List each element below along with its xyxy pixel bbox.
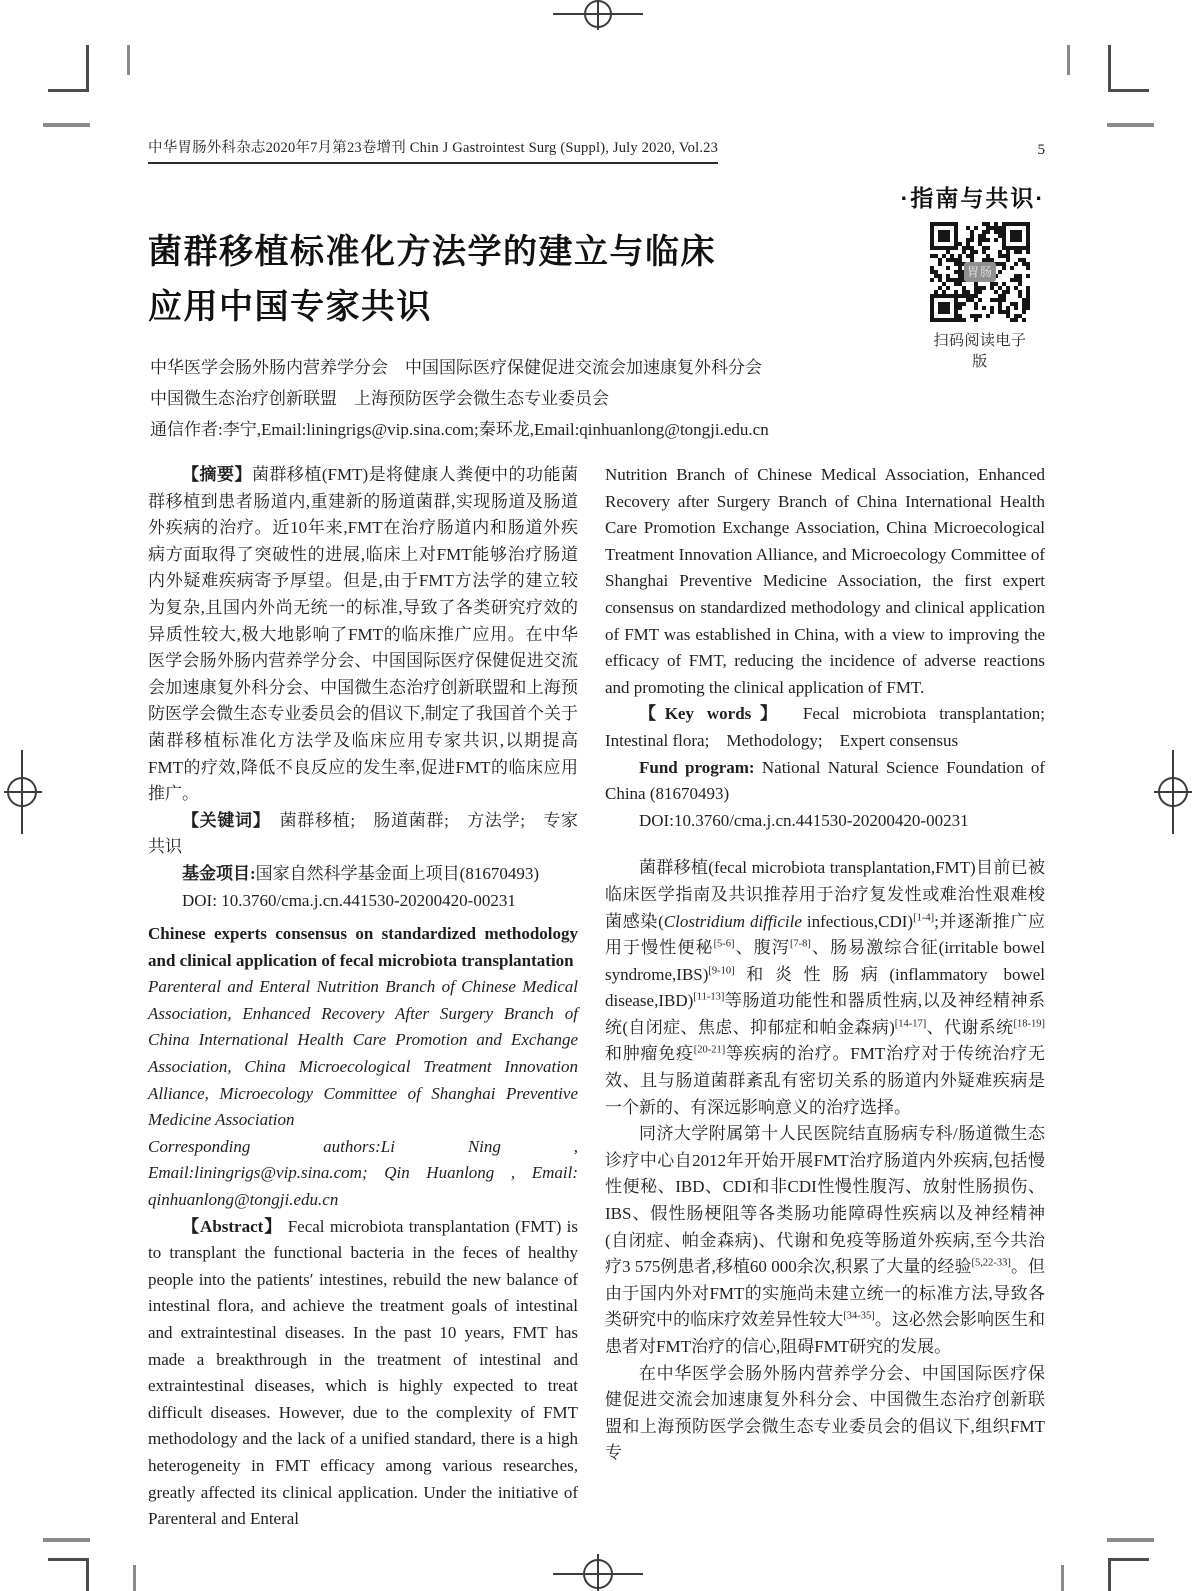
qr-block	[926, 222, 1034, 371]
keywords-label-cn: 【关键词】	[182, 810, 262, 830]
crop-mark	[48, 1558, 89, 1561]
keywords-label-en: 【Key words】	[639, 704, 778, 724]
article-title-line1: 菌群移植标准化方法学的建立与临床	[148, 233, 716, 271]
affiliation-en: Parenteral and Enteral Nutrition Branch of Chinese Medical Association, Enhanced Recovery After Surgery Branch of China International Health Care Promotion and Exchange Association, China Microecological Treatment Innovation Alliance, Microecology Committee of Shanghai Preventive Medicine Association	[148, 977, 578, 1130]
crop-mark	[1067, 45, 1070, 75]
crop-mark	[43, 1538, 90, 1542]
fund-label-cn: 基金项目:	[182, 863, 256, 883]
keywords-cn: 【关键词】 菌群移植; 肠道菌群; 方法学; 专家共识	[148, 810, 579, 857]
abstract-cn: 【摘要】菌群移植(FMT)是将健康人粪便中的功能菌群移植到患者肠道内,重建新的肠道菌群,实现肠道及肠道外疾病的治疗。近10年来,FMT在治疗肠道内和肠道外疾病方面取得了突破性的进展,临床上对FMT能够治疗肠道内外疑难疾病寄予厚望。但是,由于FMT方法学的建立较为复杂,且国内外尚无统一的标准,导致了各类研究疗效的异质性较大,极大地影响了FMT的临床推广应用。在中华医学会肠外肠内营养学分会、中国国际医疗保健促进交流会加速康复外科分会、中国微生态治疗创新联盟和上海预防医学会微生态专业委员会的倡议下,制定了我国首个关于菌群移植标准化方法学及临床应用专家共识,以期提高FMT的疗效,降低不良反应的发生率,促进FMT的临床应用推广。	[148, 465, 579, 804]
fund-en: Fund program: National Natural Science Foundation of China (81670493)	[605, 757, 1046, 804]
right-column	[605, 462, 1063, 1467]
corresponding-authors-cn: 通信作者:李宁,Email:liningrigs@vip.sina.com;秦环龙,Email:qinhuanlong@tongji.edu.cn	[150, 420, 769, 439]
doi-cn: DOI: 10.3760/cma.j.cn.441530-20200420-00231	[182, 890, 516, 910]
abstract-en: 【Abstract】 Fecal microbiota transplantation (FMT) is to transplant the functional bacteria in the feces of healthy people into the patients′ intestines, rebuild the new balance of intestinal flora, and achieve the treatment goals of intestinal and extraintestinal diseases. In the past 10 years, FMT has made a breakthrough in the treatment of intestinal and extraintestinal diseases, which is highly expected to treat difficult diseases. However, due to the complexity of FMT methodology and the lack of a unified standard, there is a high heterogeneity in FMT efficacy among various researches, greatly affected its clinical application. Under the initiative of Parenteral and Enteral	[148, 1216, 578, 1529]
qr-code	[930, 222, 1030, 322]
abstract-en-continued: Nutrition Branch of Chinese Medical Association, Enhanced Recovery after Surgery Branch of China International Health Care Promotion Exchange Association, China Microecological Treatment Innovation Alliance, and Microecology Committee of Shanghai Preventive Medicine Association, the first expert consensus on standardized methodology and clinical application of FMT was established in China, with a view to improving the efficacy of FMT, reducing the incidence of adverse reactions and promoting the clinical application of FMT.	[605, 465, 1045, 697]
article-title-cn	[148, 225, 918, 335]
crop-mark	[86, 45, 89, 92]
registration-mark	[553, 1549, 643, 1591]
crop-mark	[48, 89, 89, 92]
crop-mark	[43, 123, 90, 127]
crop-mark	[1108, 89, 1149, 92]
affiliation-line2: 中国微生态治疗创新联盟 上海预防医学会微生态专业委员会	[150, 389, 609, 408]
journal-title: 中华胃肠外科杂志2020年7月第23卷增刊 Chin J Gastrointest Surg (Suppl), July 2020, Vol.23	[148, 136, 718, 164]
qr-center-label: 胃肠	[964, 262, 996, 282]
crop-mark	[127, 45, 130, 75]
body-paragraph-3: 在中华医学会肠外肠内营养学分会、中国国际医疗保健促进交流会加速康复外科分会、中国微生态治疗创新联盟和上海预防医学会微生态专业委员会的倡议下,组织FMT专	[605, 1363, 1045, 1463]
body-paragraph-2: 同济大学附属第十人民医院结直肠病专科/肠道微生态诊疗中心自2012年开始开展FMT治疗肠道内外疾病,包括慢性便秘、IBD、CDI和非CDI性慢性腹泻、放射性肠损伤、IBS、假性肠梗阻等各类肠功能障碍性疾病以及神经精神(自闭症、帕金森病)、代谢和免疫等肠道外疾病,至今共治疗3 575例患者,移植60 000余次,积累了大量的经验[5,22-33]。但由于国内外对FMT的实施尚未建立统一的标准方法,导致各类研究中的临床疗效差异性较大[34-35]。这必然会影响医生和患者对FMT治疗的信心,阻碍FMT研究的发展。	[605, 1124, 1046, 1356]
registration-mark	[553, 0, 643, 32]
article-title-en: Chinese experts consensus on standardized methodology and clinical application of fecal microbiota transplantation	[148, 924, 578, 970]
crop-mark	[1108, 45, 1111, 92]
crop-mark	[1107, 123, 1154, 127]
article-title-line2: 应用中国专家共识	[148, 288, 432, 326]
fund-label-en: Fund program:	[639, 757, 755, 777]
page-number: 5	[1037, 142, 1045, 158]
left-column	[148, 462, 578, 1533]
fund-cn: 基金项目:国家自然科学基金面上项目(81670493)	[182, 863, 539, 883]
crop-mark	[1061, 1565, 1064, 1591]
abstract-label-en: 【Abstract】	[182, 1216, 283, 1236]
crop-mark	[1108, 1558, 1149, 1561]
affiliation-line1: 中华医学会肠外肠内营养学分会 中国国际医疗保健促进交流会加速康复外科分会	[150, 358, 762, 377]
doi-en: DOI:10.3760/cma.j.cn.441530-20200420-00231	[639, 810, 969, 830]
registration-mark	[1150, 750, 1196, 834]
affiliations	[150, 352, 910, 445]
qr-caption: 扫码阅读电子版	[933, 333, 1027, 370]
keywords-en: 【Key words】 Fecal microbiota transplantation; Intestinal flora; Methodology; Expert consensus	[605, 704, 1063, 750]
crop-mark	[86, 1558, 89, 1591]
crop-mark	[1108, 1558, 1111, 1591]
crop-mark	[133, 1565, 136, 1591]
page-header	[148, 136, 1045, 164]
registration-mark	[0, 750, 46, 834]
abstract-label-cn: 【摘要】	[182, 465, 252, 484]
crop-mark	[1107, 1538, 1154, 1542]
body-paragraph-1: 菌群移植(fecal microbiota transplantation,FMT)目前已被临床医学指南及共识推荐用于治疗复发性或难治性艰难梭菌感染(Clostridium difficile infectious,CDI)[1-4];并逐渐推广应用于慢性便秘[5-6]、腹泻[7-8]、肠易激综合征(irritable bowel syndrome,IBS)[9-10]和炎性肠病(inflammatory bowel disease,IBD)[11-13]等肠道功能性和器质性病,以及神经精神系统(自闭症、焦虑、抑郁症和帕金森病)[14-17]、代谢系统[18-19]和肿瘤免疫[20-21]等疾病的治疗。FMT治疗对于传统治疗无效、且与肠道菌群紊乱有密切关系的肠道内外疑难疾病是一个新的、有深远影响意义的治疗选择。	[605, 858, 1046, 1117]
corresponding-authors-en: Corresponding authors:Li Ning , Email:liningrigs@vip.sina.com; Qin Huanlong , Email: qinhuanlong@tongji.edu.cn	[148, 1136, 578, 1210]
section-label: ·指南与共识·	[900, 185, 1045, 211]
